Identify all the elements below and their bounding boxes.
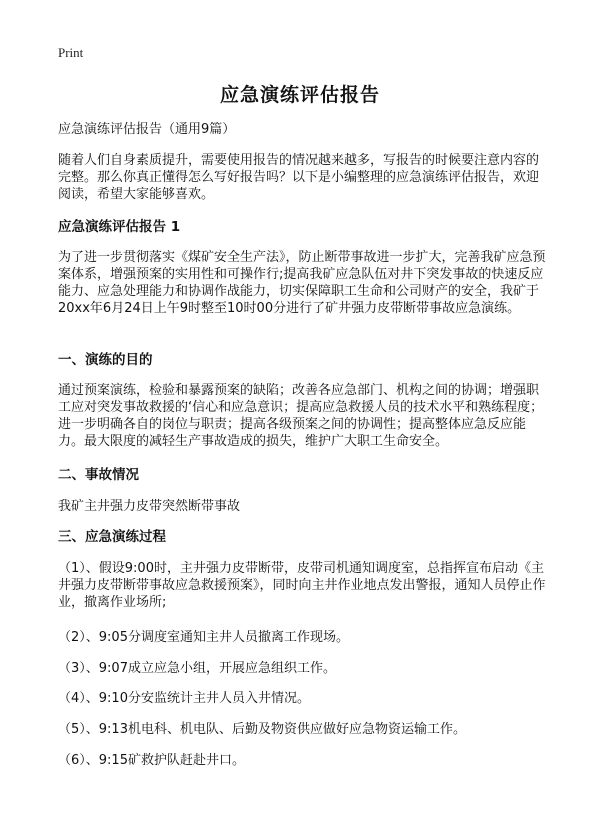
accident-heading: 二、事故情况 <box>58 467 139 483</box>
intro-paragraph: 随着人们自身素质提升，需要使用报告的情况越来越多，写报告的时候要注意内容的完整。那么你真正懂得怎么写好报告吗？以下是小编整理的应急演练评估报告，欢迎阅读，希望大家能够喜欢。 <box>58 153 540 202</box>
purpose-heading: 一、演练的目的 <box>58 352 153 368</box>
report-1-heading: 应急演练评估报告 1 <box>58 219 181 235</box>
process-step: （4）、9:10分安监统计主井人员入井情况。 <box>58 691 310 706</box>
report-1-paragraph: 为了进一步贯彻落实《煤矿安全生产法》，防止断带事故进一步扩大，完善我矿应急预案体系，增强预案的实用性和可操作行;提高我矿应急队伍对井下突发事故的快速反应能力、应急处理能力和协调作战能力，切实保障职工生命和公司财产的安全，我矿于20xx年6月24日上午9时整至10时00分进行了矿井强力皮带断带事故应急演练。 <box>58 250 546 316</box>
process-step: （6）、9:15矿救护队赶赴井口。 <box>58 753 245 768</box>
process-heading: 三、应急演练过程 <box>58 529 166 545</box>
subtitle: 应急演练评估报告（通用9篇） <box>58 122 236 137</box>
process-step: （3）、9:07成立应急小组，开展应急组织工作。 <box>58 661 336 676</box>
purpose-paragraph: 通过预案演练，检验和暴露预案的缺陷；改善各应急部门、机构之间的协调；增强职工应对突发事故救援的‘信心和应急意识；提高应急救援人员的技术水平和熟练程度；进一步明确各自的岗位与职责；提高各级预案之间的协调性；提高整体应急反应能力。最大限度的减轻生产事故造成的损失，维护广大职工生命安全。 <box>58 383 544 449</box>
process-step: （2）、9:05分调度室通知主井人员撤离工作现场。 <box>58 630 349 645</box>
process-step: （5）、9:13机电科、机电队、后勤及物资供应做好应急物资运输工作。 <box>58 722 466 737</box>
page-title: 应急演练评估报告 <box>219 84 380 106</box>
accident-paragraph: 我矿主井强力皮带突然断带事故 <box>58 499 241 514</box>
process-step: （1）、假设9:00时，主井强力皮带断带，皮带司机通知调度室，总指挥宣布启动《主井强力皮带断带事故应急救援预案》，同时向主井作业地点发出警报，通知人员停止作业，撤离作业场所; <box>58 561 546 610</box>
print-link[interactable]: Print <box>58 45 84 60</box>
